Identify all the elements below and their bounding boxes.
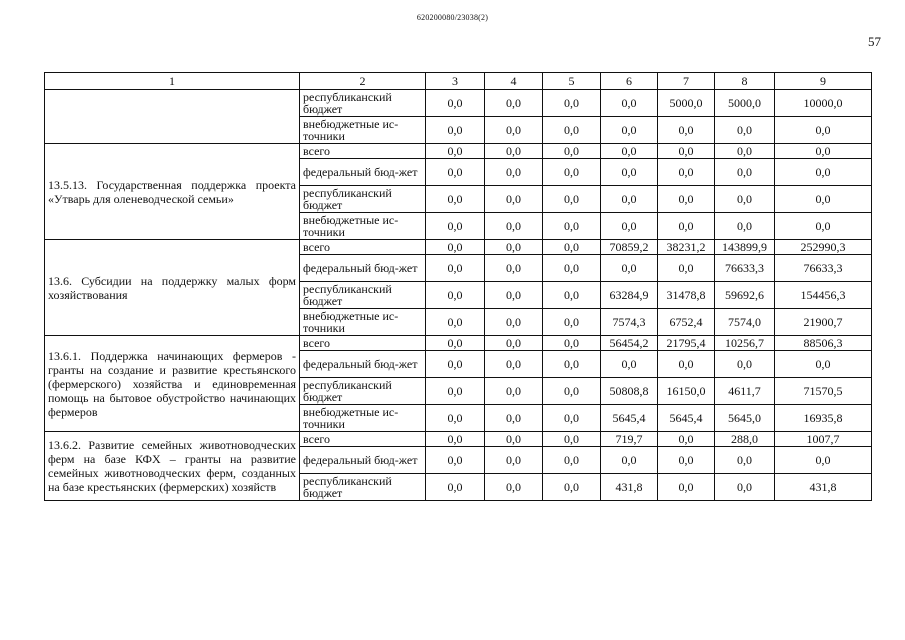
amount-cell: 7574,0 [715,309,775,336]
table-row [45,336,872,351]
amount-cell: 0,0 [775,186,872,213]
amount-cell: 0,0 [426,447,485,474]
program-name-cell: 13.6.2. Развитие семейных животноводческих ферм на базе КФХ – гранты на развитие семейных животноводческих ферм, созданных на базе крестьянских (фермерских) хозяйств [45,432,300,501]
amount-cell: 0,0 [658,432,715,447]
amount-cell: 0,0 [601,90,658,117]
amount-cell: 0,0 [426,186,485,213]
amount-cell: 288,0 [715,432,775,447]
amount-cell: 0,0 [485,474,543,501]
column-header-5: 5 [543,73,601,90]
funding-source-cell: внебюджетные ис-точники [300,309,426,336]
amount-cell: 0,0 [485,282,543,309]
amount-cell: 0,0 [658,213,715,240]
amount-cell: 50808,8 [601,378,658,405]
amount-cell: 0,0 [543,90,601,117]
amount-cell: 0,0 [485,213,543,240]
amount-cell: 6752,4 [658,309,715,336]
amount-cell: 76633,3 [775,255,872,282]
amount-cell: 0,0 [715,447,775,474]
funding-source-cell: внебюджетные ис-точники [300,405,426,432]
amount-cell: 0,0 [543,117,601,144]
amount-cell: 0,0 [775,159,872,186]
amount-cell: 0,0 [426,405,485,432]
amount-cell: 7574,3 [601,309,658,336]
amount-cell: 0,0 [601,213,658,240]
amount-cell: 5645,0 [715,405,775,432]
funding-source-cell: всего [300,432,426,447]
amount-cell: 0,0 [426,240,485,255]
amount-cell: 0,0 [658,447,715,474]
amount-cell: 0,0 [658,474,715,501]
funding-table [44,72,872,501]
amount-cell: 0,0 [543,255,601,282]
amount-cell: 0,0 [485,159,543,186]
amount-cell: 0,0 [601,159,658,186]
table-header-row [45,73,872,90]
amount-cell: 71570,5 [775,378,872,405]
program-name-cell: 13.6.1. Поддержка начинающих фермеров - гранты на создание и развитие крестьянского (фермерского) хозяйства и единовременная помощь на бытовое обустройство начинающих фермеров [45,336,300,432]
amount-cell: 0,0 [543,432,601,447]
funding-source-cell: федеральный бюд-жет [300,447,426,474]
amount-cell: 0,0 [543,351,601,378]
amount-cell: 252990,3 [775,240,872,255]
amount-cell: 0,0 [715,351,775,378]
amount-cell: 0,0 [658,144,715,159]
table-row [45,144,872,159]
amount-cell: 0,0 [775,117,872,144]
funding-source-cell: федеральный бюд-жет [300,351,426,378]
program-name-cell: 13.5.13. Государственная поддержка проекта «Утварь для оленеводческой семьи» [45,144,300,240]
amount-cell: 0,0 [601,447,658,474]
column-header-8: 8 [715,73,775,90]
amount-cell: 0,0 [601,186,658,213]
amount-cell: 0,0 [426,90,485,117]
funding-source-cell: республиканский бюджет [300,186,426,213]
amount-cell: 0,0 [543,309,601,336]
amount-cell: 0,0 [485,309,543,336]
amount-cell: 0,0 [485,336,543,351]
column-header-2: 2 [300,73,426,90]
amount-cell: 0,0 [426,213,485,240]
amount-cell: 0,0 [658,255,715,282]
amount-cell: 10256,7 [715,336,775,351]
table-body [45,90,872,501]
amount-cell: 0,0 [775,351,872,378]
funding-source-cell: федеральный бюд-жет [300,255,426,282]
amount-cell: 0,0 [426,309,485,336]
amount-cell: 0,0 [543,159,601,186]
amount-cell: 0,0 [715,159,775,186]
amount-cell: 0,0 [485,144,543,159]
amount-cell: 0,0 [543,474,601,501]
page-number: 57 [868,34,881,49]
amount-cell: 0,0 [658,117,715,144]
amount-cell: 0,0 [543,240,601,255]
amount-cell: 0,0 [426,255,485,282]
amount-cell: 70859,2 [601,240,658,255]
amount-cell: 0,0 [601,351,658,378]
amount-cell: 0,0 [485,432,543,447]
funding-source-cell: республиканский бюджет [300,282,426,309]
amount-cell: 0,0 [426,432,485,447]
funding-source-cell: республиканский бюджет [300,90,426,117]
amount-cell: 1007,7 [775,432,872,447]
amount-cell: 0,0 [658,159,715,186]
amount-cell: 719,7 [601,432,658,447]
amount-cell: 0,0 [601,255,658,282]
amount-cell: 0,0 [658,186,715,213]
amount-cell: 31478,8 [658,282,715,309]
amount-cell: 0,0 [485,186,543,213]
funding-source-cell: внебюджетные ис-точники [300,117,426,144]
amount-cell: 0,0 [543,405,601,432]
amount-cell: 5645,4 [658,405,715,432]
amount-cell: 0,0 [426,336,485,351]
amount-cell: 0,0 [543,144,601,159]
document-code: 620200080/23038(2) [416,13,489,22]
amount-cell: 76633,3 [715,255,775,282]
column-header-9: 9 [775,73,872,90]
amount-cell: 0,0 [715,144,775,159]
program-name-cell [45,90,300,144]
funding-source-cell: республиканский бюджет [300,378,426,405]
amount-cell: 431,8 [775,474,872,501]
amount-cell: 0,0 [543,378,601,405]
amount-cell: 10000,0 [775,90,872,117]
amount-cell: 0,0 [543,282,601,309]
amount-cell: 56454,2 [601,336,658,351]
amount-cell: 16935,8 [775,405,872,432]
funding-source-cell: внебюджетные ис-точники [300,213,426,240]
amount-cell: 0,0 [775,144,872,159]
table-row [45,432,872,447]
amount-cell: 0,0 [775,447,872,474]
funding-source-cell: федеральный бюд-жет [300,159,426,186]
amount-cell: 0,0 [426,159,485,186]
amount-cell: 16150,0 [658,378,715,405]
column-header-7: 7 [658,73,715,90]
funding-source-cell: всего [300,144,426,159]
amount-cell: 0,0 [543,336,601,351]
amount-cell: 0,0 [426,351,485,378]
amount-cell: 0,0 [485,351,543,378]
amount-cell: 0,0 [543,213,601,240]
amount-cell: 59692,6 [715,282,775,309]
amount-cell: 0,0 [426,117,485,144]
amount-cell: 0,0 [485,405,543,432]
amount-cell: 0,0 [485,378,543,405]
column-header-4: 4 [485,73,543,90]
amount-cell: 0,0 [426,474,485,501]
amount-cell: 0,0 [601,117,658,144]
amount-cell: 0,0 [543,186,601,213]
amount-cell: 4611,7 [715,378,775,405]
column-header-6: 6 [601,73,658,90]
amount-cell: 38231,2 [658,240,715,255]
amount-cell: 0,0 [426,378,485,405]
amount-cell: 21900,7 [775,309,872,336]
amount-cell: 0,0 [658,351,715,378]
table-row [45,240,872,255]
amount-cell: 88506,3 [775,336,872,351]
column-header-3: 3 [426,73,485,90]
amount-cell: 5000,0 [715,90,775,117]
amount-cell: 5000,0 [658,90,715,117]
amount-cell: 0,0 [715,474,775,501]
amount-cell: 0,0 [485,117,543,144]
amount-cell: 0,0 [485,447,543,474]
funding-source-cell: всего [300,240,426,255]
amount-cell: 63284,9 [601,282,658,309]
amount-cell: 0,0 [775,213,872,240]
table-row [45,90,872,117]
amount-cell: 0,0 [426,282,485,309]
amount-cell: 0,0 [715,117,775,144]
funding-source-cell: всего [300,336,426,351]
amount-cell: 0,0 [715,213,775,240]
program-name-cell: 13.6. Субсидии на поддержку малых форм хозяйствования [45,240,300,336]
amount-cell: 431,8 [601,474,658,501]
amount-cell: 0,0 [543,447,601,474]
amount-cell: 0,0 [485,240,543,255]
amount-cell: 0,0 [601,144,658,159]
amount-cell: 5645,4 [601,405,658,432]
amount-cell: 0,0 [426,144,485,159]
amount-cell: 0,0 [485,90,543,117]
funding-source-cell: республиканский бюджет [300,474,426,501]
amount-cell: 143899,9 [715,240,775,255]
amount-cell: 0,0 [715,186,775,213]
amount-cell: 154456,3 [775,282,872,309]
column-header-1: 1 [45,73,300,90]
amount-cell: 21795,4 [658,336,715,351]
amount-cell: 0,0 [485,255,543,282]
